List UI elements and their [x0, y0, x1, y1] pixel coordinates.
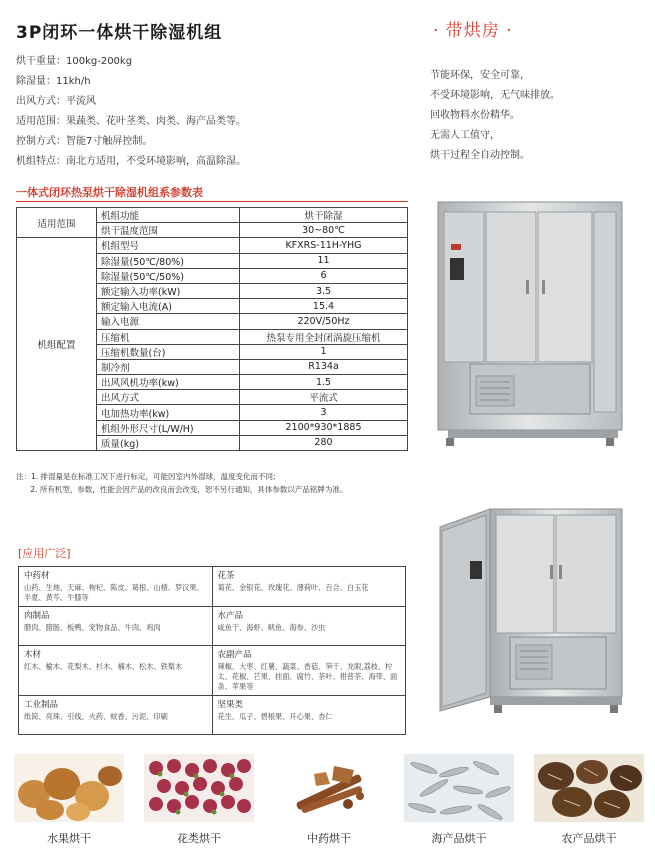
photo-caption: 水果烘干 [47, 832, 91, 845]
param-group-label: 适用范围 [17, 208, 97, 238]
feature-item: 回收物料水份精华。 [430, 110, 520, 121]
param-table-title: 一体式闭环热泵烘干除湿机组系参数表 [16, 186, 203, 199]
application-category: 中药材 [24, 571, 50, 581]
application-category: 水产品 [217, 611, 244, 621]
dryer-room-tag: · 带烘房 · [433, 21, 513, 41]
photo-card [144, 754, 254, 846]
application-cell [19, 696, 213, 735]
application-items: 花生、瓜子、碧根果、开心果、杏仁 [217, 712, 333, 721]
application-items: 咸鱼干、海虾、鱿鱼、海参、沙虫 [217, 623, 326, 632]
spec-list [16, 52, 246, 172]
param-key: 除湿量(50℃/80%) [97, 253, 240, 268]
spec-item: 机组特点：南北方适用，不受环境影响，高温除湿。 [16, 156, 246, 167]
note-lead: 2. [16, 485, 40, 494]
param-key: 机组外形尺寸(L/W/H) [97, 420, 240, 435]
application-category: 工业制品 [24, 700, 59, 710]
application-row [19, 607, 406, 646]
param-value: 280 [240, 435, 408, 450]
param-group-label: 机组配置 [17, 238, 97, 451]
photo-card [274, 754, 384, 846]
param-value: 220V/50Hz [240, 314, 408, 329]
param-value: KFXRS-11H-YHG [240, 238, 408, 253]
application-category: 坚果类 [217, 700, 244, 710]
param-key: 烘干温度范围 [97, 223, 240, 238]
spec-item: 烘干重量：100kg-200kg [16, 56, 133, 67]
application-category: 农副产品 [217, 650, 252, 660]
param-value: 6 [240, 268, 408, 283]
note-text: 所有机型，参数，性能会因产品的改良而会改变，恕不另行通知，具体参数以产品铭牌为准。 [39, 485, 348, 494]
param-value: 平流式 [240, 390, 408, 405]
application-row [19, 567, 406, 607]
application-items: 山药、生地、天麻、枸杞、陈皮、葛根、山楂、罗汉果、半夏、黄芩、牛膝等 [24, 583, 204, 602]
param-value: 1 [240, 344, 408, 359]
param-key: 出风风机功率(kw) [97, 375, 240, 390]
param-value: 3.5 [240, 283, 408, 298]
feature-item: 不受环境影响，无气味排放。 [430, 90, 560, 101]
param-key: 除湿量(50℃/50%) [97, 268, 240, 283]
spec-item: 除湿量：11kh/h [16, 76, 91, 87]
dryer-machine-image-angle [430, 505, 630, 720]
param-key: 制冷剂 [97, 359, 240, 374]
application-category: 花茶 [217, 571, 235, 581]
applications-title: [应用广泛] [18, 547, 71, 560]
herb-slices-photo-icon [274, 754, 384, 822]
param-value: R134a [240, 359, 408, 374]
application-cell [19, 646, 213, 696]
application-photos [14, 754, 644, 846]
param-key: 额定输入功率(kW) [97, 283, 240, 298]
param-value: 1.5 [240, 375, 408, 390]
note-lead: 注：1. [16, 472, 41, 481]
application-items: 纸简、亮珠、引线、火药、蚊香、污泥、印刷 [24, 712, 168, 721]
section-divider [16, 201, 408, 202]
application-row [19, 696, 406, 735]
spec-item: 适用范围：果蔬类、花叶茎类、肉类、海产品类等。 [16, 116, 246, 127]
photo-card [14, 754, 124, 846]
photo-caption: 中药烘干 [307, 832, 351, 845]
param-row [17, 208, 408, 223]
application-category: 肉制品 [24, 611, 50, 621]
param-key: 额定输入电流(A) [97, 299, 240, 314]
application-cell [212, 696, 406, 735]
application-items: 腊肉、腊肠、板鸭、宠物食品、牛肉、鸡肉 [24, 623, 161, 632]
param-key: 机组功能 [97, 208, 240, 223]
photo-card [404, 754, 514, 846]
application-items: 红木、榆木、花梨木、杉木、楠木、松木、铁梨木 [24, 662, 183, 671]
param-key: 电加热功率(kw) [97, 405, 240, 420]
feature-item: 烘干过程全自动控制。 [430, 150, 530, 161]
note-item [16, 470, 411, 483]
param-value: 11 [240, 253, 408, 268]
photo-caption: 花类烘干 [177, 832, 221, 845]
application-items: 辣椒、大枣、红薯、蔬菜、香菇、笋干、龙眼,荔枝、柠太、花椒、芒果、挂面、腐竹、茶叶、柑普茶、海带、面条、苹果等 [217, 662, 398, 691]
param-value: 30~80℃ [240, 223, 408, 238]
application-cell [19, 607, 213, 646]
applications-table [18, 566, 406, 735]
application-row [19, 646, 406, 696]
param-value: 热泵专用全封闭涡旋压缩机 [240, 329, 408, 344]
param-key: 出风方式 [97, 390, 240, 405]
param-row [17, 238, 408, 253]
notes [16, 470, 411, 496]
dried-fish-photo-icon [404, 754, 514, 822]
param-table [16, 207, 408, 451]
spec-item: 出风方式：平流风 [16, 96, 96, 107]
dryer-machine-image-front [430, 198, 630, 450]
application-cell [212, 607, 406, 646]
param-key: 机组型号 [97, 238, 240, 253]
photo-caption: 农产品烘干 [561, 832, 617, 845]
feature-item: 无需人工值守， [430, 130, 500, 141]
mushroom-photo-icon [534, 754, 644, 822]
param-value: 15.4 [240, 299, 408, 314]
param-key: 压缩机 [97, 329, 240, 344]
param-value: 2100*930*1885 [240, 420, 408, 435]
param-value: 烘干除湿 [240, 208, 408, 223]
application-cell [19, 567, 213, 607]
application-category: 木材 [24, 650, 42, 660]
application-cell [212, 646, 406, 696]
photo-card [534, 754, 644, 846]
param-key: 质量(kg) [97, 435, 240, 450]
application-cell [212, 567, 406, 607]
param-key: 输入电源 [97, 314, 240, 329]
rose-bud-photo-icon [144, 754, 254, 822]
note-text: 排湿量是在标准工况下进行标定，可能因室内外湿球，温度变化而不同; [40, 472, 276, 481]
param-value: 3 [240, 405, 408, 420]
spec-item: 控制方式：智能7寸触屏控制。 [16, 136, 153, 147]
feature-list [430, 66, 560, 166]
dried-fruit-photo-icon [14, 754, 124, 822]
param-key: 压缩机数量(台) [97, 344, 240, 359]
note-item [16, 483, 411, 496]
feature-item: 节能环保，安全可靠， [430, 70, 530, 81]
photo-caption: 海产品烘干 [431, 832, 487, 845]
application-items: 菊花、金银花、玫瑰花、薄荷叶、百合、白玉花 [217, 583, 369, 592]
page-title: 3P闭环一体烘干除湿机组 [16, 23, 223, 43]
